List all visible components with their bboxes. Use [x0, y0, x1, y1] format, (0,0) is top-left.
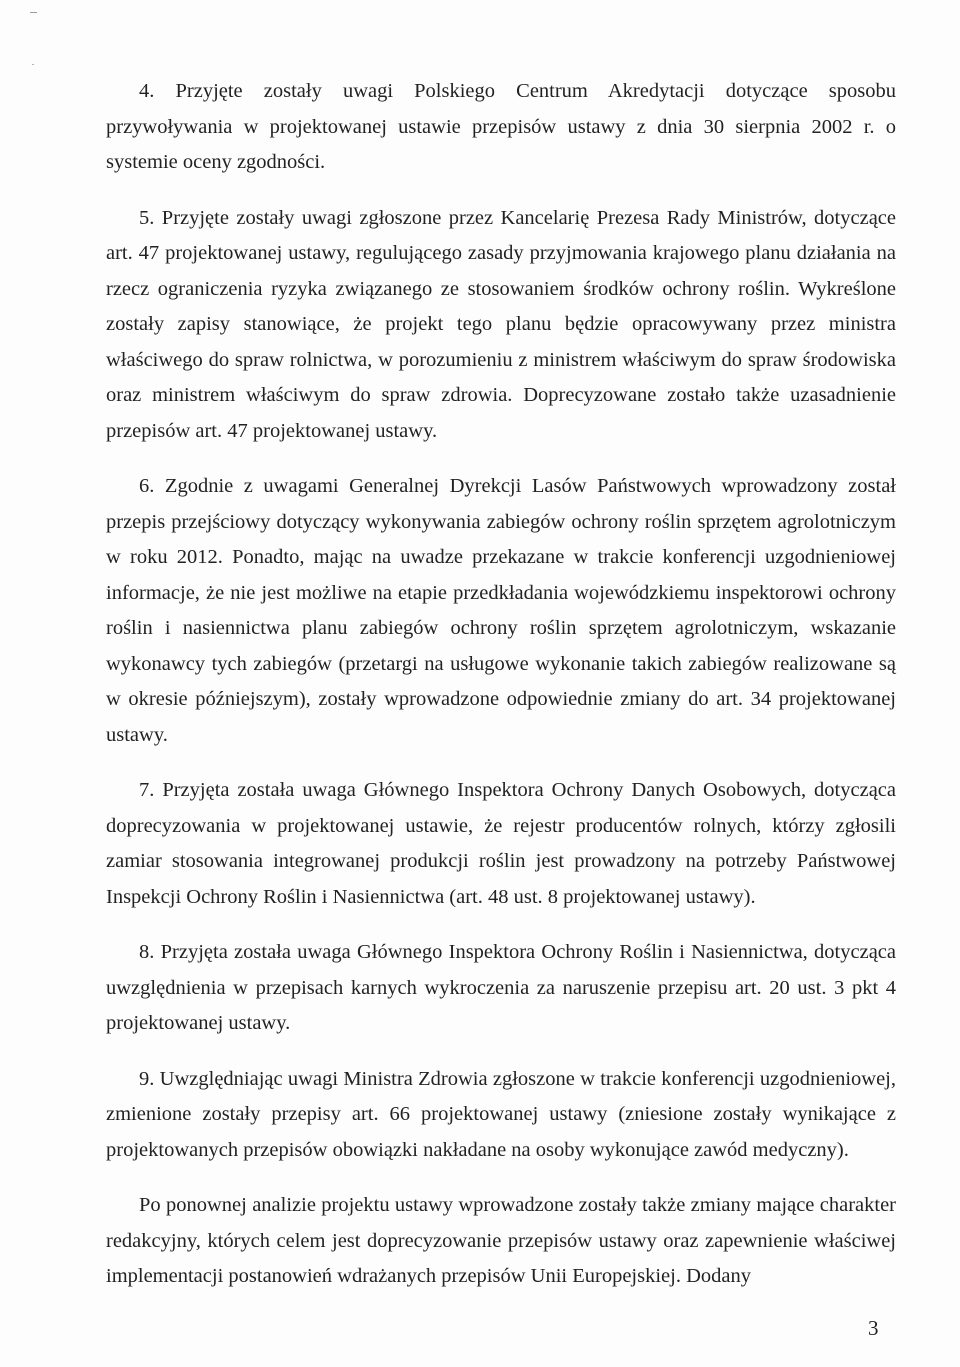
- paragraph-item-7: 7. Przyjęta została uwaga Głównego Inspektora Ochrony Danych Osobowych, dotycząca doprecyzowania w projektowanej ustawie, że rejestr producentów rolnych, którzy zgłosili zamiar stosowania integrowanej produkcji roślin jest prowadzony na potrzeby Państwowej Inspekcji Ochrony Roślin i Nasiennictwa (art. 48 ust. 8 projektowanej ustawy).: [106, 779, 896, 908]
- paragraph-closing: Po ponownej analizie projektu ustawy wprowadzone zostały także zmiany mające charakter redakcyjny, których celem jest doprecyzowanie przepisów ustawy oraz zapewnienie właściwej implementacji postanowień wdrażanych przepisów Unii Europejskiej. Dodany: [106, 1194, 896, 1287]
- document-body: [106, 74, 896, 1313]
- paragraph-item-9: 9. Uwzględniając uwagi Ministra Zdrowia zgłoszone w trakcie konferencji uzgodnieniowej, zmienione zostały przepisy art. 66 projektowanej ustawy (zniesione zostały wynikające z projektowanych przepisów obowiązki nakładane na osoby wykonujące zawód medyczny).: [106, 1067, 896, 1161]
- paragraph-item-4: 4. Przyjęte zostały uwagi Polskiego Centrum Akredytacji dotyczące sposobu przywoływania w projektowanej ustawie przepisów ustawy z dnia 30 sierpnia 2002 r. o systemie oceny zgodności.: [106, 80, 896, 173]
- paragraph-item-5: 5. Przyjęte zostały uwagi zgłoszone przez Kancelarię Prezesa Rady Ministrów, dotyczące art. 47 projektowanej ustawy, regulującego zasady przyjmowania krajowego planu działania na rzecz ograniczenia ryzyka związanego ze stosowaniem środków ochrony roślin. Wykreślone zostały zapisy stanowiące, że projekt tego planu będzie opracowywany przez ministra właściwego do spraw rolnictwa, w porozumieniu z ministrem właściwym do spraw środowiska oraz ministrem właściwym do spraw zdrowia. Doprecyzowane zostało także uzasadnienie przepisów art. 47 projektowanej ustawy.: [106, 206, 896, 442]
- scan-artifact-mark: [30, 12, 37, 13]
- paragraph-item-8: 8. Przyjęta została uwaga Głównego Inspektora Ochrony Roślin i Nasiennictwa, dotycząca uwzględnienia w przepisach karnych wykroczenia za naruszenie przepisu art. 20 ust. 3 pkt 4 projektowanej ustawy.: [106, 941, 896, 1034]
- page-number: 3: [868, 1316, 879, 1340]
- scan-artifact-dot: [32, 64, 34, 65]
- paragraph-item-6: 6. Zgodnie z uwagami Generalnej Dyrekcji Lasów Państwowych wprowadzony został przepis przejściowy dotyczący wykonywania zabiegów ochrony roślin sprzętem agrolotniczym w roku 2012. Ponadto, mając na uwadze przekazane w trakcie konferencji uzgodnieniowej informacje, że nie jest możliwe na etapie przedkładania wojewódzkiemu inspektorowi ochrony roślin i nasiennictwa planu zabiegów ochrony roślin sprzętem agrolotniczym, wskazanie wykonawcy tych zabiegów (przetargi na usługowe wykonanie takich zabiegów realizowane są w okresie późniejszym), zostały wprowadzone odpowiednie zmiany do art. 34 projektowanej ustawy.: [106, 475, 896, 746]
